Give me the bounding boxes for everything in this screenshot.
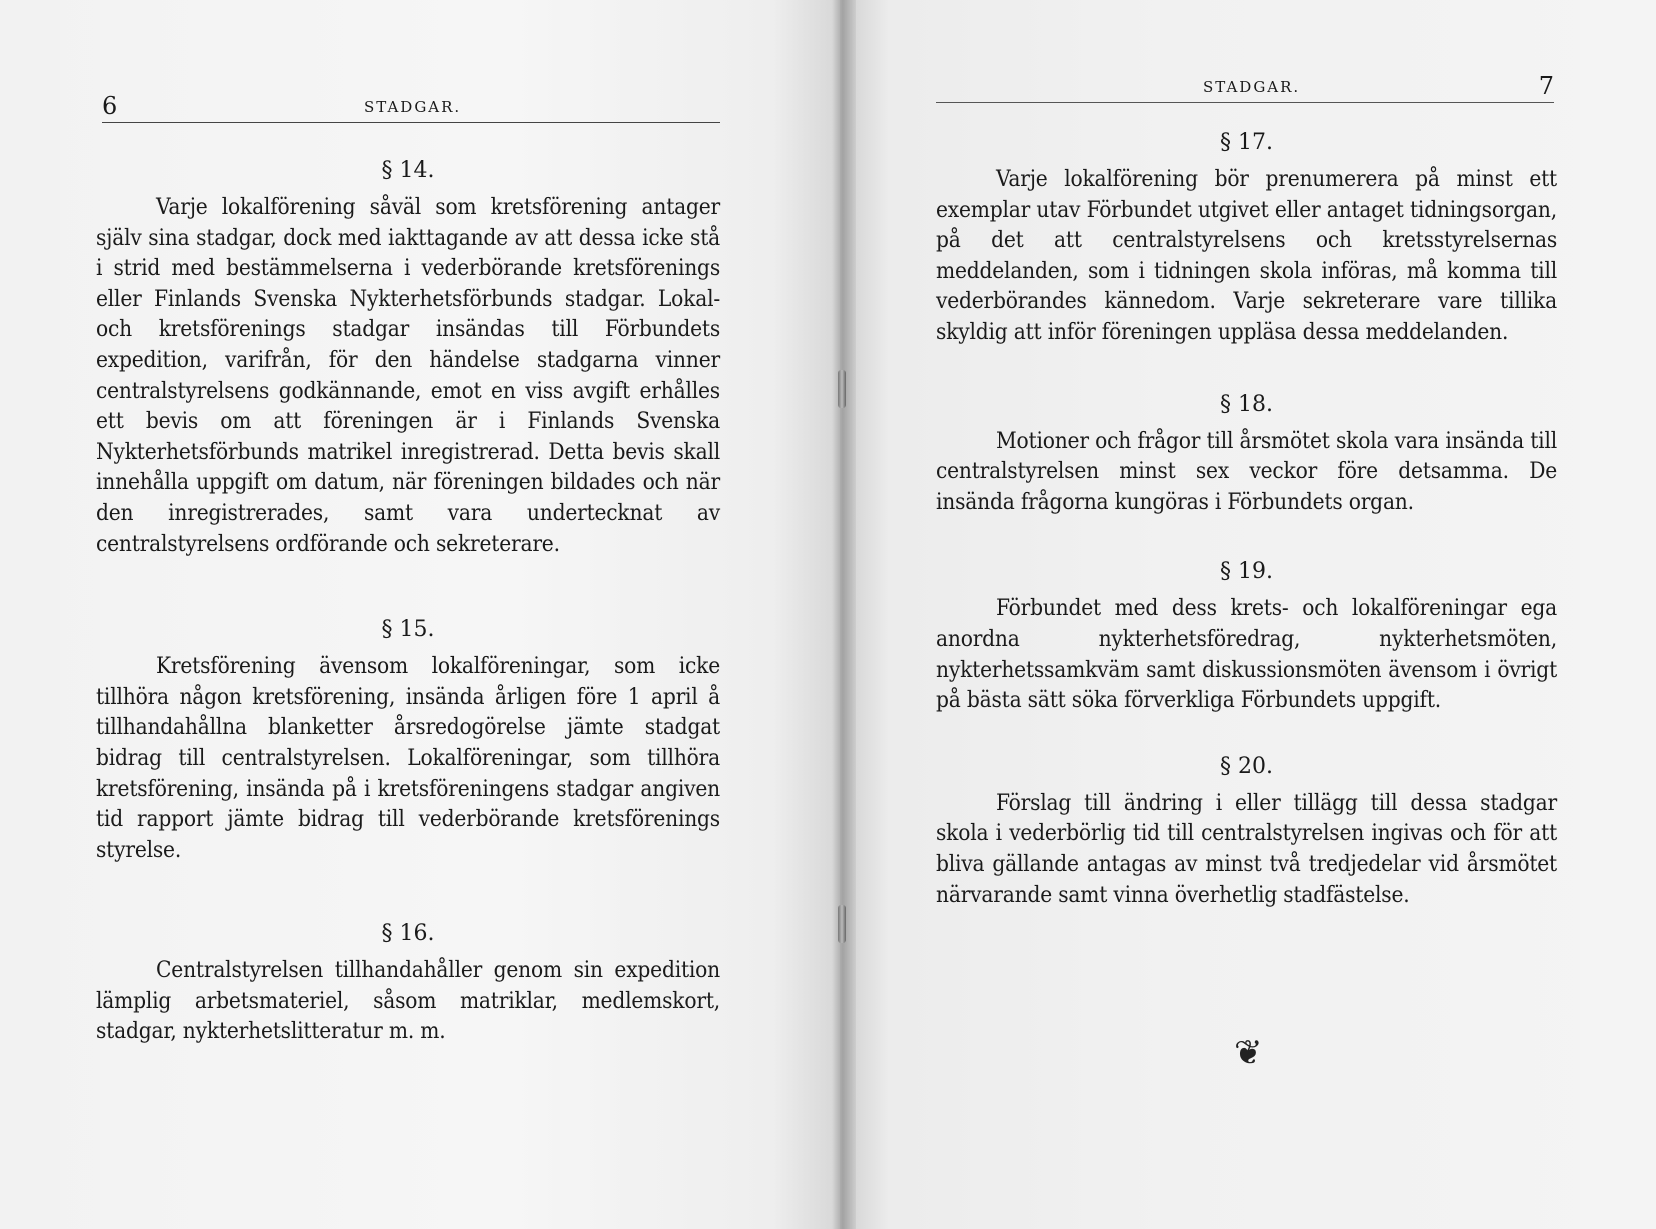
section-paragraph: Varje lokalförening bör prenumerera på minst ett exemplar utav Förbundet utgivet eller antaget tidningsorgan, på det att centralstyrelsens och kretsstyrelsernas meddelanden, som i tidningen skola införas, må komma till vederbörandes kännedom. Varje sekreterare vare tillika skyldig att inför föreningen uppläsa dessa meddelanden. — [936, 166, 1557, 345]
page-number: 6 — [102, 92, 118, 120]
section-heading: § 14. — [381, 158, 435, 183]
section-heading: § 15. — [381, 617, 435, 643]
staple — [838, 370, 846, 408]
page-number: 7 — [1538, 72, 1554, 100]
section-paragraph: Kretsförening ävensom lokalföreningar, som icke tillhöra någon kretsförening, insända årligen före 1 april å tillhandahållna blanketter årsredogörelse jämte stadgat bidrag till centralstyrelsen. Lokalföreningar, som tillhöra kretsförening, insända på i kretsföreningens stadgar angiven tid rapport jämte bidrag till vederbörande kretsförenings styrelse. — [96, 653, 720, 863]
right-page-header — [936, 72, 1554, 103]
floral-ornament-icon: ❦ — [1234, 1033, 1263, 1073]
section-heading: § 20. — [1220, 753, 1273, 779]
section-heading: § 17. — [1220, 130, 1273, 155]
running-head: STADGAR. — [364, 98, 462, 116]
section-heading: § 18. — [1220, 391, 1273, 417]
left-page-header — [102, 92, 720, 123]
section-paragraph: Motioner och frågor till årsmötet skola vara insända till centralstyrelsen minst sex veckor före detsamma. De insända frågorna kungöras i Förbundets organ. — [936, 427, 1557, 515]
section-heading: § 19. — [1220, 559, 1273, 585]
section-paragraph: Centralstyrelsen tillhandahåller genom sin expedition lämplig arbetsmateriel, såsom matriklar, medlemskort, stadgar, nykterhetslitteratur m. m. — [96, 957, 720, 1045]
right-page-body — [936, 128, 1557, 910]
section-paragraph: Förbundet med dess krets- och lokalföreningar ega anordna nykterhetsföredrag, nykterhetsmöten, nykterhetssamkväm samt diskussionsmöten ävensom i övrigt på bästa sätt söka förverkliga Förbundets uppgift. — [936, 595, 1557, 714]
staple — [838, 905, 846, 943]
section-paragraph: Varje lokalförening såväl som kretsförening antager själv sina stadgar, dock med iakttagande av att dessa icke stå i strid med bestämmelserna i vederbörande kretsförenings eller Finlands Svenska Nykterhetsförbunds stadgar. Lokal- och kretsförenings stadgar insändas till Förbundets expedition, varifrån, för den händelse stadgarna vinner centralstyrelsens godkännande, emot en viss avgift erhålles ett bevis om att föreningen är i Finlands Svenska Nykterhetsförbunds matrikel inregistrerad. Detta bevis skall innehålla uppgift om datum, när föreningen bildades och när den inregistrerades, samt vara undertecknat av centralstyrelsens ordförande och sekreterare. — [96, 194, 720, 557]
section-paragraph: Förslag till ändring i eller tillägg till dessa stadgar skola i vederbörlig tid till centralstyrelsen ingivas och för att bliva gällande antagas av minst två tredjedelar vid årsmötet närvarande samt vinna överhetlig stadfästelse. — [936, 789, 1557, 908]
left-page-body — [96, 156, 720, 1047]
section-heading: § 16. — [381, 921, 435, 947]
running-head: STADGAR. — [1203, 78, 1301, 96]
